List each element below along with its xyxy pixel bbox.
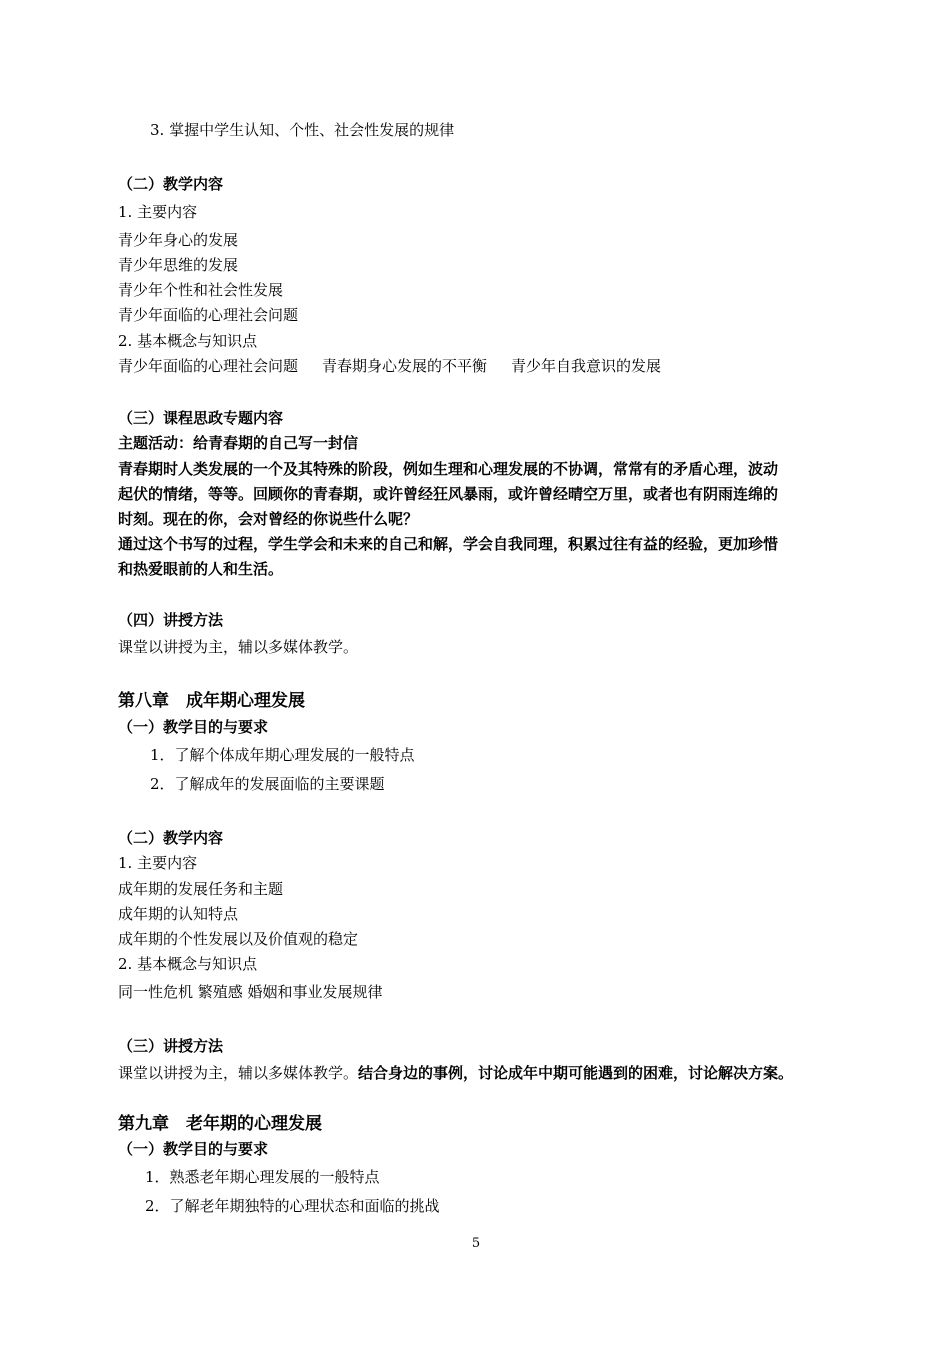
concepts-row <box>118 355 661 377</box>
method-text-bold: 结合身边的事例，讨论成年中期可能遇到的困难，讨论解决方案。 <box>358 1064 794 1082</box>
method-text-plain: 课堂以讲授为主，辅以多媒体教学。 <box>118 1064 359 1082</box>
chapter-title-8: 第八章 成年期心理发展 <box>118 691 305 711</box>
section-heading-teaching-content: （二）教学内容 <box>118 829 224 847</box>
section-heading-method: （四）讲授方法 <box>118 611 224 629</box>
section-heading-objectives: （一）教学目的与要求 <box>118 718 269 736</box>
paragraph-line: 通过这个书写的过程，学生学会和未来的自己和解，学会自我同理，积累过往有益的经验，更加珍惜 <box>118 535 779 553</box>
objective-item: 2．了解老年期独特的心理状态和面临的挑战 <box>145 1197 440 1215</box>
paragraph-line: 起伏的情绪，等等。回顾你的青春期，或许曾经狂风暴雨，或许曾经晴空万里，或者也有阴雨连绵的 <box>118 485 779 503</box>
chapter-title-9: 第九章 老年期的心理发展 <box>118 1114 322 1134</box>
subheading-main-content: 1. 主要内容 <box>118 203 198 221</box>
objective-item: 1．熟悉老年期心理发展的一般特点 <box>145 1168 380 1186</box>
content-item: 青少年面临的心理社会问题 <box>118 306 299 324</box>
content-item: 青少年身心的发展 <box>118 231 239 249</box>
paragraph-line: 青春期时人类发展的一个及其特殊的阶段，例如生理和心理发展的不协调，常常有的矛盾心理，波动 <box>118 460 779 478</box>
method-text: 课堂以讲授为主，辅以多媒体教学。 <box>118 638 359 656</box>
section-heading-objectives: （一）教学目的与要求 <box>118 1140 269 1158</box>
concept-item: 青少年自我意识的发展 <box>511 357 662 375</box>
section-heading-teaching-content: （二）教学内容 <box>118 175 224 193</box>
objective-item: 2．了解成年的发展面临的主要课题 <box>150 775 385 793</box>
section-heading-ideology: （三）课程思政专题内容 <box>118 409 284 427</box>
subheading-concepts: 2. 基本概念与知识点 <box>118 332 258 350</box>
content-item: 成年期的发展任务和主题 <box>118 880 284 898</box>
paragraph-line: 时刻。现在的你，会对曾经的你说些什么呢？ <box>118 510 419 528</box>
subheading-concepts: 2. 基本概念与知识点 <box>118 955 258 973</box>
content-item: 成年期的认知特点 <box>118 905 239 923</box>
content-item: 青少年思维的发展 <box>118 256 239 274</box>
concepts-row: 同一性危机 繁殖感 婚姻和事业发展规律 <box>118 983 383 1001</box>
paragraph-line: 和热爱眼前的人和生活。 <box>118 560 284 578</box>
method-text <box>118 1062 793 1084</box>
subheading-main-content: 1. 主要内容 <box>118 854 198 872</box>
section-heading-method: （三）讲授方法 <box>118 1037 224 1055</box>
theme-activity-title: 主题活动：给青春期的自己写一封信 <box>118 434 359 452</box>
objective-item: 1．了解个体成年期心理发展的一般特点 <box>150 746 415 764</box>
ln-objective-3: 3. 掌握中学生认知、个性、社会性发展的规律 <box>150 121 455 139</box>
concept-item: 青少年面临的心理社会问题 <box>118 357 299 375</box>
page-number: 5 <box>471 1236 481 1251</box>
content-item: 青少年个性和社会性发展 <box>118 281 284 299</box>
concept-item: 青春期身心发展的不平衡 <box>322 357 488 375</box>
content-item: 成年期的个性发展以及价值观的稳定 <box>118 930 359 948</box>
